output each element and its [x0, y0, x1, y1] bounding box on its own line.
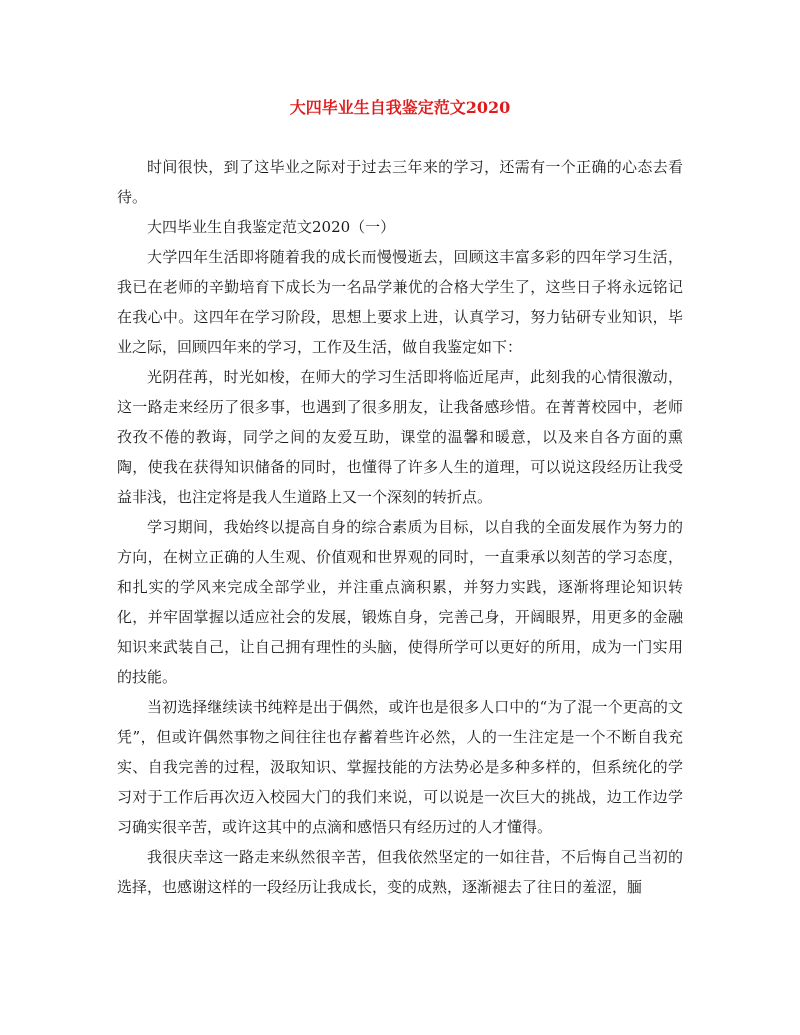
body-paragraph: 当初选择继续读书纯粹是出于偶然，或许也是很多人口中的“为了混一个更高的文凭”，但或许偶然事物之间往往也存蓄着些许必然，人的一生注定是一个不断自我充实、自我完善的过程，汲取知识、掌握技能的方法势必是多种多样的，但系统化的学习对于工作后再次迈入校园大门的我们来说，可以说是一次巨大的挑战，边工作边学习确实很辛苦，或许这其中的点滴和感悟只有经历过的人才懂得。 [117, 698, 683, 836]
intro-paragraph: 时间很快，到了这毕业之际对于过去三年来的学习，还需有一个正确的心态去看待。 [117, 158, 683, 206]
document-title: 大四毕业生自我鉴定范文2020 [289, 98, 511, 117]
body-paragraph: 我很庆幸这一路走来纵然很辛苦，但我依然坚定的一如往昔，不后悔自己当初的选择，也感谢这样的一段经历让我成长，变的成熟，逐渐褪去了往日的羞涩，腼 [117, 848, 683, 896]
document-body [117, 152, 683, 902]
section-heading: 大四毕业生自我鉴定范文2020（一） [147, 218, 396, 236]
body-paragraph: 学习期间，我始终以提高自身的综合素质为目标，以自我的全面发展作为努力的方向，在树立正确的人生观、价值观和世界观的同时，一直秉承以刻苦的学习态度，和扎实的学风来完成全部学业，并注重点滴积累，并努力实践，逐渐将理论知识转化，并牢固掌握以适应社会的发展，锻炼自身，完善己身，开阔眼界，用更多的金融知识来武装自己，让自己拥有理性的头脑，使得所学可以更好的所用，成为一门实用的技能。 [117, 518, 683, 686]
body-paragraph: 光阴荏苒，时光如梭，在师大的学习生活即将临近尾声，此刻我的心情很激动，这一路走来经历了很多事，也遇到了很多朋友，让我备感珍惜。在菁菁校园中，老师孜孜不倦的教诲，同学之间的友爱互助，课堂的温馨和暖意，以及来自各方面的熏陶，使我在获得知识储备的同时，也懂得了许多人生的道理，可以说这段经历让我受益非浅，也注定将是我人生道路上又一个深刻的转折点。 [117, 368, 683, 506]
body-paragraph: 大学四年生活即将随着我的成长而慢慢逝去，回顾这丰富多彩的四年学习生活，我已在老师的辛勤培育下成长为一名品学兼优的合格大学生了，这些日子将永远铭记在我心中。这四年在学习阶段，思想上要求上进，认真学习，努力钻研专业知识，毕业之际，回顾四年来的学习，工作及生活，做自我鉴定如下： [117, 248, 683, 356]
